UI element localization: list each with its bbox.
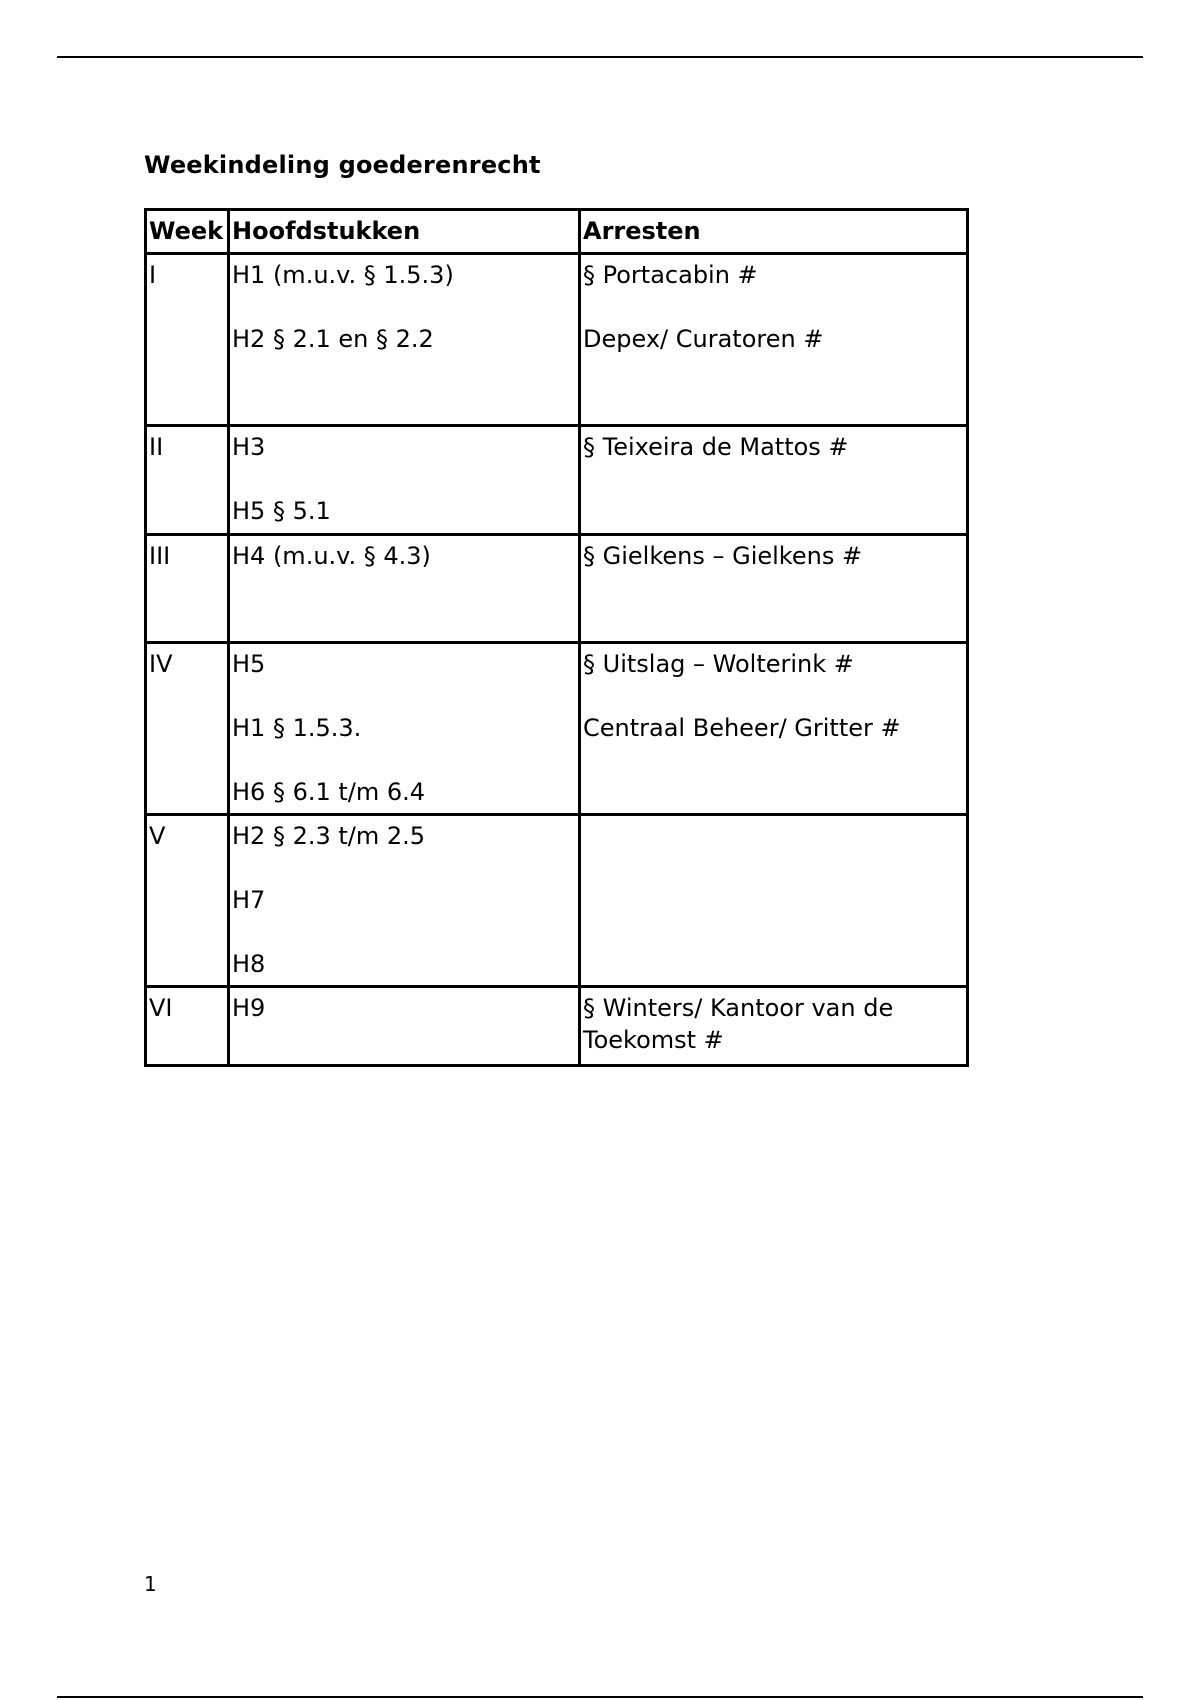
hoofdstukken-cell (229, 254, 580, 426)
hoofdstuk-line: H2 § 2.1 en § 2.2 (232, 325, 434, 353)
arrest-line: Depex/ Curatoren # (583, 325, 824, 353)
arresten-cell (580, 254, 968, 426)
hoofdstuk-line: H9 (232, 994, 266, 1022)
hoofdstuk-line: H2 § 2.3 t/m 2.5 (232, 822, 426, 850)
hoofdstuk-line: H7 (232, 886, 266, 914)
week-cell: I (146, 254, 229, 426)
week-cell: III (146, 535, 229, 643)
footer-rule (57, 1696, 1143, 1698)
arresten-cell (580, 426, 968, 535)
arrest-line: § Uitslag – Wolterink # (583, 650, 854, 678)
arresten-cell (580, 643, 968, 815)
arrest-line: § Winters/ Kantoor van de Toekomst # (583, 994, 894, 1054)
hoofdstuk-line: H6 § 6.1 t/m 6.4 (232, 778, 426, 806)
table-row (146, 987, 968, 1066)
column-header-week: Week (146, 210, 229, 254)
arrest-line: § Portacabin # (583, 261, 758, 289)
hoofdstukken-cell (229, 535, 580, 643)
week-cell: IV (146, 643, 229, 815)
table-row (146, 535, 968, 643)
hoofdstuk-line: H8 (232, 950, 266, 978)
hoofdstukken-cell (229, 987, 580, 1066)
hoofdstukken-cell (229, 426, 580, 535)
page-number: 1 (144, 1572, 157, 1596)
table-header-row (146, 210, 968, 254)
week-cell: V (146, 815, 229, 987)
hoofdstuk-line: H5 § 5.1 (232, 497, 331, 525)
table-row (146, 643, 968, 815)
arresten-cell (580, 535, 968, 643)
week-schedule-table (144, 208, 969, 1067)
hoofdstukken-cell (229, 643, 580, 815)
hoofdstuk-line: H5 (232, 650, 266, 678)
hoofdstuk-line: H1 § 1.5.3. (232, 714, 362, 742)
table-row (146, 815, 968, 987)
week-cell: II (146, 426, 229, 535)
arrest-line: Centraal Beheer/ Gritter # (583, 714, 901, 742)
arresten-cell (580, 815, 968, 987)
hoofdstuk-line: H3 (232, 433, 266, 461)
header-rule (57, 56, 1143, 58)
column-header-arresten: Arresten (580, 210, 968, 254)
table-row (146, 254, 968, 426)
week-cell: VI (146, 987, 229, 1066)
hoofdstuk-line: H4 (m.u.v. § 4.3) (232, 542, 431, 570)
hoofdstuk-line: H1 (m.u.v. § 1.5.3) (232, 261, 454, 289)
arresten-cell (580, 987, 968, 1066)
hoofdstukken-cell (229, 815, 580, 987)
table-row (146, 426, 968, 535)
column-header-hoofdstukken: Hoofdstukken (229, 210, 580, 254)
arrest-line: § Teixeira de Mattos # (583, 433, 849, 461)
arrest-line: § Gielkens – Gielkens # (583, 542, 863, 570)
document-title: Weekindeling goederenrecht (144, 151, 541, 179)
